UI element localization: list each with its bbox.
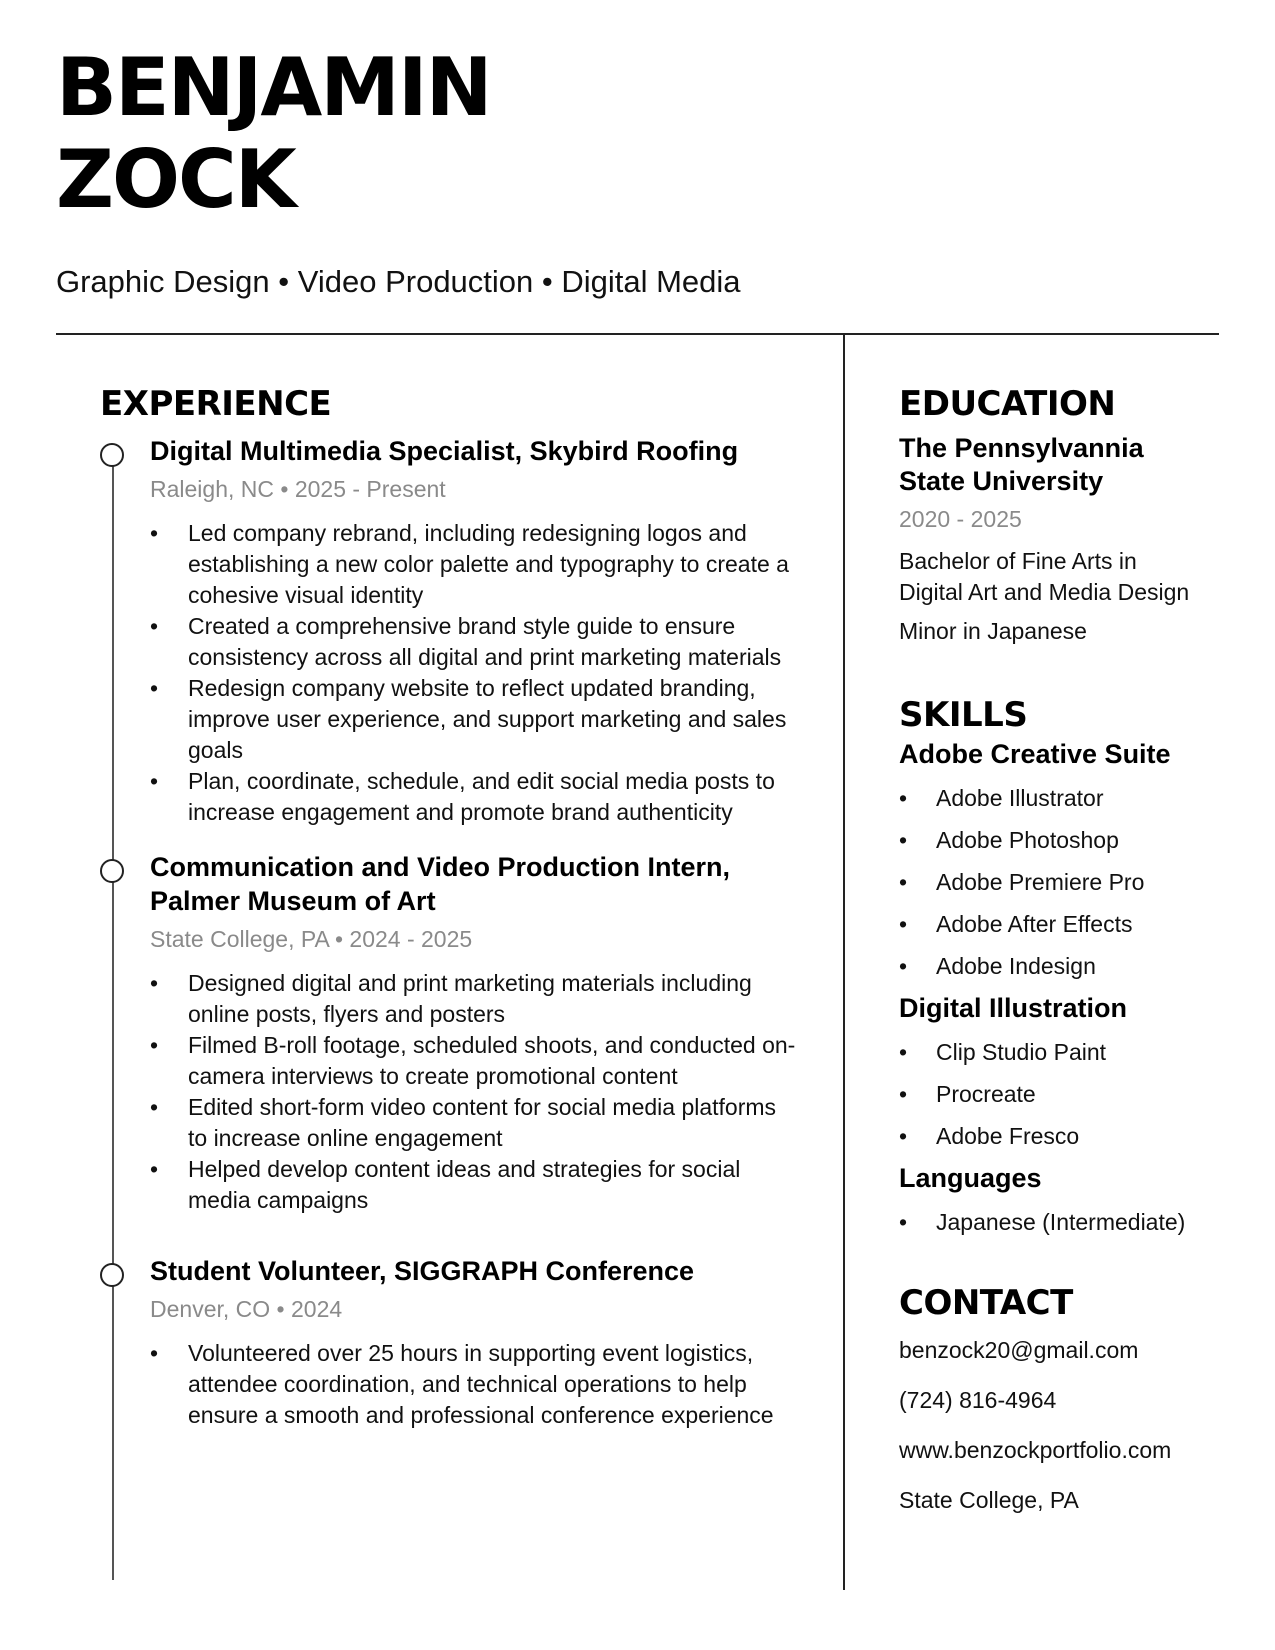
degree <box>899 546 1239 608</box>
timeline-dot <box>100 859 124 883</box>
bullet-item: • Created a comprehensive brand style guide to ensure consistency across all digital and print marketing materials <box>150 611 800 673</box>
experience-heading: EXPERIENCE <box>100 384 332 424</box>
skill-item: • Japanese (Intermediate) <box>899 1201 1239 1243</box>
job-meta: State College, PA • 2024 - 2025 <box>150 926 473 952</box>
bullet-item: • Helped develop content ideas and strategies for social media campaigns <box>150 1154 800 1216</box>
bullet-item: • Plan, coordinate, schedule, and edit social media posts to increase engagement and promote brand authenticity <box>150 766 800 828</box>
bullet-item: • Filmed B-roll footage, scheduled shoots, and conducted on-camera interviews to create promotional content <box>150 1030 800 1092</box>
resume-name <box>56 42 491 226</box>
experience-section <box>100 382 800 1431</box>
column-divider <box>843 333 845 1590</box>
skills-section <box>899 693 1239 1243</box>
job-entry <box>100 850 800 1216</box>
education-heading: EDUCATION <box>899 384 1116 424</box>
job-bullets <box>150 1338 800 1431</box>
bullet-item: • Redesign company website to reflect updated branding, improve user experience, and support marketing and sales goals <box>150 673 800 766</box>
job-bullets <box>150 518 800 828</box>
contact-website[interactable]: www.benzockportfolio.com <box>899 1437 1172 1463</box>
education-years: 2020 - 2025 <box>899 506 1022 532</box>
degree-line: Bachelor of Fine Arts in <box>899 548 1137 574</box>
bullet-item: • Led company rebrand, including redesigning logos and establishing a new color palette and typography to create a cohesive visual identity <box>150 518 800 611</box>
name-line-first: BENJAMIN <box>56 41 491 134</box>
job-bullets <box>150 968 800 1216</box>
skill-item: • Adobe Photoshop <box>899 819 1239 861</box>
header-divider <box>56 333 1219 335</box>
job-meta: Raleigh, NC • 2025 - Present <box>150 476 446 502</box>
skill-group-title: Adobe Creative Suite <box>899 739 1171 769</box>
timeline-dot <box>100 443 124 467</box>
skill-item: • Adobe Indesign <box>899 945 1239 987</box>
skill-item: • Adobe Premiere Pro <box>899 861 1239 903</box>
name-line-last: ZOCK <box>56 133 295 226</box>
skill-item: • Clip Studio Paint <box>899 1031 1239 1073</box>
job-title: Digital Multimedia Specialist, Skybird Roofing <box>150 436 739 466</box>
contact-section <box>899 1281 1239 1515</box>
minor: Minor in Japanese <box>899 618 1087 644</box>
sidebar <box>899 382 1239 1535</box>
skills-heading: SKILLS <box>899 695 1028 735</box>
bullet-item: • Edited short-form video content for social media platforms to increase online engagement <box>150 1092 800 1154</box>
timeline-dot <box>100 1263 124 1287</box>
education-section <box>899 382 1239 647</box>
skill-list <box>899 1031 1239 1157</box>
skill-group-title: Languages <box>899 1163 1042 1193</box>
job-entry <box>100 1254 800 1431</box>
skill-list <box>899 1201 1239 1243</box>
degree-line: Digital Art and Media Design <box>899 579 1190 605</box>
skill-item: • Adobe Illustrator <box>899 777 1239 819</box>
job-entry <box>100 434 800 828</box>
skill-list <box>899 777 1239 987</box>
skill-item: • Procreate <box>899 1073 1239 1115</box>
school-line: The Pennsylvannia <box>899 433 1144 463</box>
contact-email[interactable]: benzock20@gmail.com <box>899 1337 1139 1363</box>
school-line: State University <box>899 466 1104 496</box>
skill-item: • Adobe After Effects <box>899 903 1239 945</box>
bullet-item: • Volunteered over 25 hours in supporting event logistics, attendee coordination, and technical operations to help ensure a smooth and professional conference experience <box>150 1338 800 1431</box>
bullet-item: • Designed digital and print marketing materials including online posts, flyers and posters <box>150 968 800 1030</box>
contact-phone: (724) 816-4964 <box>899 1387 1057 1413</box>
contact-heading: CONTACT <box>899 1283 1073 1323</box>
contact-location: State College, PA <box>899 1487 1079 1513</box>
job-title: Communication and Video Production Intern, Palmer Museum of Art <box>150 852 731 916</box>
skill-group-title: Digital Illustration <box>899 993 1128 1023</box>
skill-item: • Adobe Fresco <box>899 1115 1239 1157</box>
school-name <box>899 432 1239 498</box>
job-title: Student Volunteer, SIGGRAPH Conference <box>150 1256 695 1286</box>
job-meta: Denver, CO • 2024 <box>150 1296 343 1322</box>
tagline: Graphic Design • Video Production • Digital Media <box>56 264 741 299</box>
